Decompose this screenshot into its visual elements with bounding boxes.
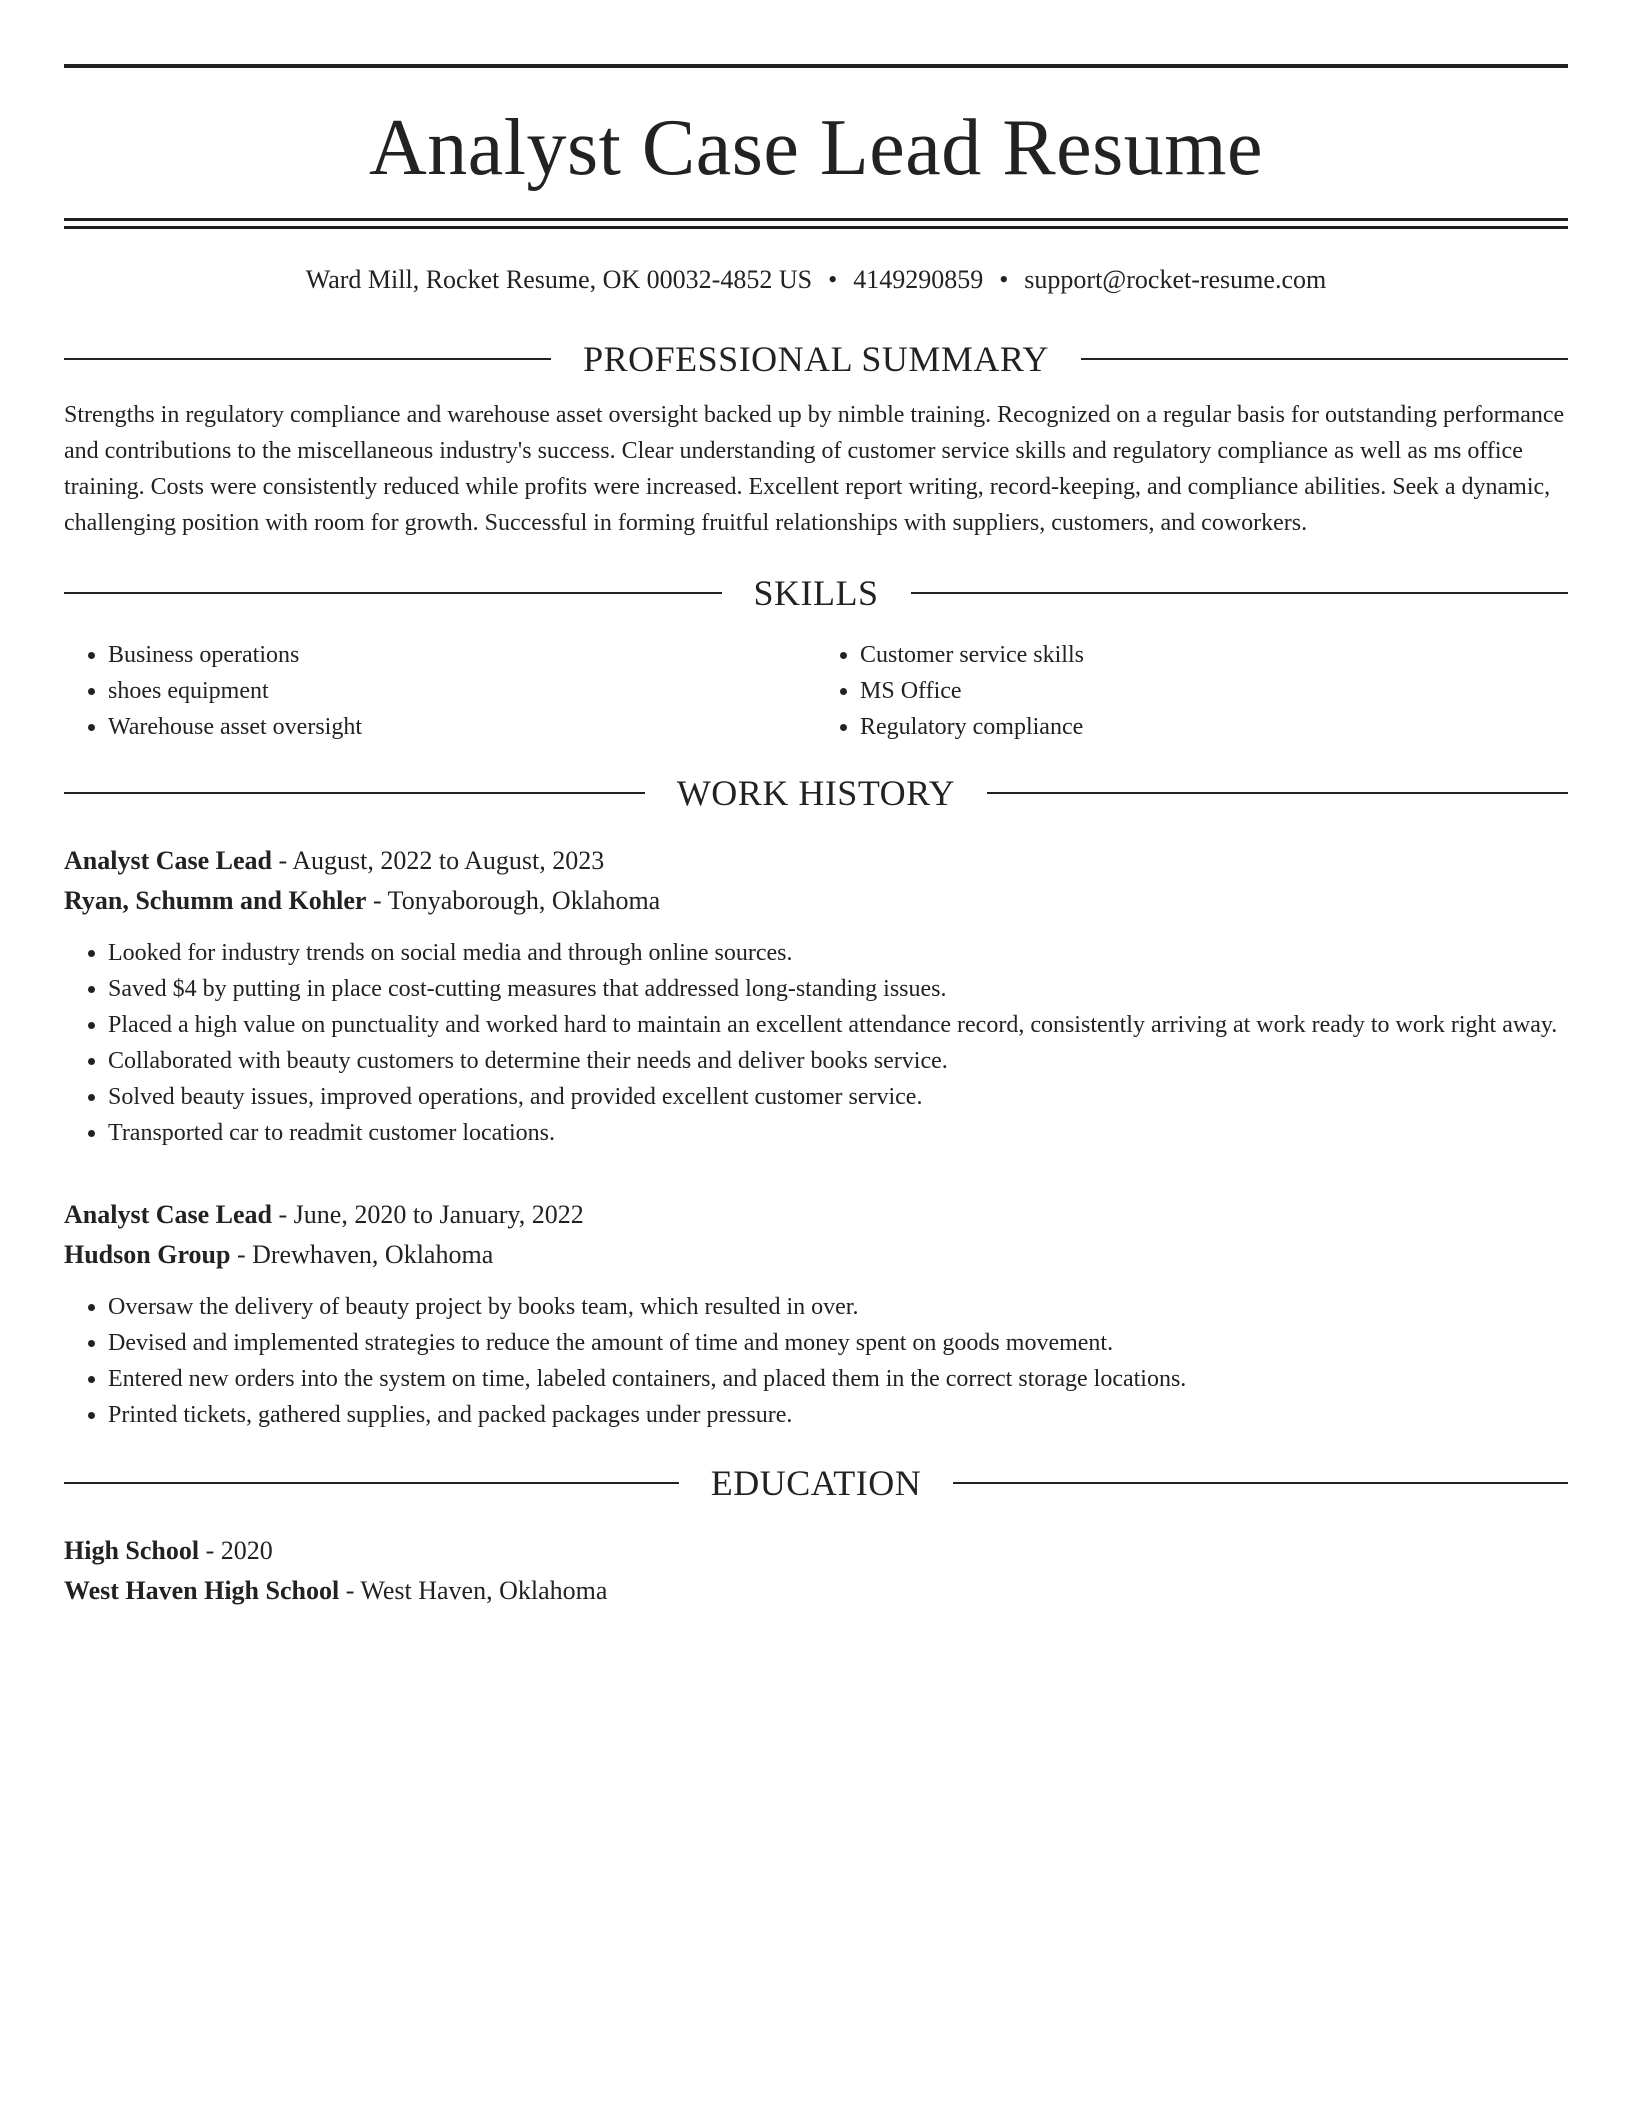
education-location: - West Haven, Oklahoma <box>339 1576 608 1605</box>
heading-rule-left <box>64 592 722 594</box>
job-company-line <box>64 1235 1568 1275</box>
contact-separator: • <box>999 265 1009 294</box>
heading-rule-right <box>911 592 1569 594</box>
contact-separator: • <box>828 265 838 294</box>
heading-rule-right <box>1081 358 1568 360</box>
job-company: Hudson Group <box>64 1240 231 1269</box>
education-degree: High School <box>64 1536 200 1565</box>
contact-email: support@rocket-resume.com <box>1024 265 1327 294</box>
job-company: Ryan, Schumm and Kohler <box>64 886 367 915</box>
contact-line <box>64 263 1568 297</box>
job-bullet: • Entered new orders into the system on time, labeled containers, and placed them in the correct storage locations. <box>108 1361 1568 1397</box>
job-bullet: • Solved beauty issues, improved operations, and provided excellent customer service. <box>108 1079 1568 1115</box>
job-bullet: • Oversaw the delivery of beauty project by books team, which resulted in over. <box>108 1289 1568 1325</box>
skill-item: • Warehouse asset oversight <box>108 709 816 745</box>
job-title: Analyst Case Lead <box>64 1200 273 1229</box>
education-school: West Haven High School <box>64 1576 340 1605</box>
job-title-line <box>64 841 1568 881</box>
job-dates: - June, 2020 to January, 2022 <box>272 1200 584 1229</box>
job-bullet: • Printed tickets, gathered supplies, and packed packages under pressure. <box>108 1397 1568 1433</box>
job-bullet: • Placed a high value on punctuality and worked hard to maintain an excellent attendance record, consistently arriving at work ready to work right away. <box>108 1007 1568 1043</box>
job-bullet: • Transported car to readmit customer locations. <box>108 1115 1568 1151</box>
job-dates: - August, 2022 to August, 2023 <box>272 846 605 875</box>
job-location: - Drewhaven, Oklahoma <box>230 1240 494 1269</box>
summary-heading: PROFESSIONAL SUMMARY <box>583 339 1049 379</box>
job-entry <box>64 1195 1568 1433</box>
job-company-line <box>64 881 1568 921</box>
heading-rule-left <box>64 792 645 794</box>
job-title: Analyst Case Lead <box>64 846 273 875</box>
skill-item: • Regulatory compliance <box>860 709 1568 745</box>
skill-item: • Customer service skills <box>860 637 1568 673</box>
job-entry <box>64 841 1568 1151</box>
job-bullets <box>64 935 1568 1151</box>
job-location: - Tonyaborough, Oklahoma <box>366 886 661 915</box>
education-school-line <box>64 1571 1568 1611</box>
skill-item: • Business operations <box>108 637 816 673</box>
resume-title: Analyst Case Lead Resume <box>369 104 1263 192</box>
job-bullets <box>64 1289 1568 1433</box>
education-degree-line <box>64 1531 1568 1571</box>
section-heading-education <box>64 1461 1568 1505</box>
resume-page <box>64 64 1568 1611</box>
education-year: - 2020 <box>199 1536 273 1565</box>
skills-column-right <box>816 637 1568 745</box>
skills-heading: SKILLS <box>753 573 879 613</box>
heading-rule-left <box>64 1482 679 1484</box>
heading-rule-right <box>953 1482 1568 1484</box>
section-heading-skills <box>64 571 1568 615</box>
heading-rule-left <box>64 358 551 360</box>
contact-phone: 4149290859 <box>853 265 984 294</box>
job-title-line <box>64 1195 1568 1235</box>
contact-address: Ward Mill, Rocket Resume, OK 00032-4852 US <box>305 265 813 294</box>
title-double-rule <box>64 218 1568 229</box>
heading-rule-right <box>987 792 1568 794</box>
skills-list <box>64 637 1568 745</box>
job-bullet: • Collaborated with beauty customers to determine their needs and deliver books service. <box>108 1043 1568 1079</box>
job-bullet: • Saved $4 by putting in place cost-cutting measures that addressed long-standing issues. <box>108 971 1568 1007</box>
section-heading-work-history <box>64 771 1568 815</box>
top-rule <box>64 64 1568 68</box>
job-bullet: • Looked for industry trends on social media and through online sources. <box>108 935 1568 971</box>
job-bullet: • Devised and implemented strategies to reduce the amount of time and money spent on goods movement. <box>108 1325 1568 1361</box>
education-entry <box>64 1531 1568 1611</box>
section-heading-summary <box>64 337 1568 381</box>
skill-item: • shoes equipment <box>108 673 816 709</box>
skill-item: • MS Office <box>860 673 1568 709</box>
education-heading: EDUCATION <box>710 1463 922 1503</box>
skills-column-left <box>64 637 816 745</box>
summary-text: Strengths in regulatory compliance and warehouse asset oversight backed up by nimble training. Recognized on a regular basis for outstanding performance and contributions to the miscellaneous industry's success. Clear understanding of customer service skills and regulatory compliance as well as ms office training. Costs were consistently reduced while profits were increased. Excellent report writing, record-keeping, and compliance abilities. Seek a dynamic, challenging position with room for growth. Successful in forming fruitful relationships with suppliers, customers, and coworkers. <box>64 402 1565 536</box>
work-history-heading: WORK HISTORY <box>676 773 956 813</box>
